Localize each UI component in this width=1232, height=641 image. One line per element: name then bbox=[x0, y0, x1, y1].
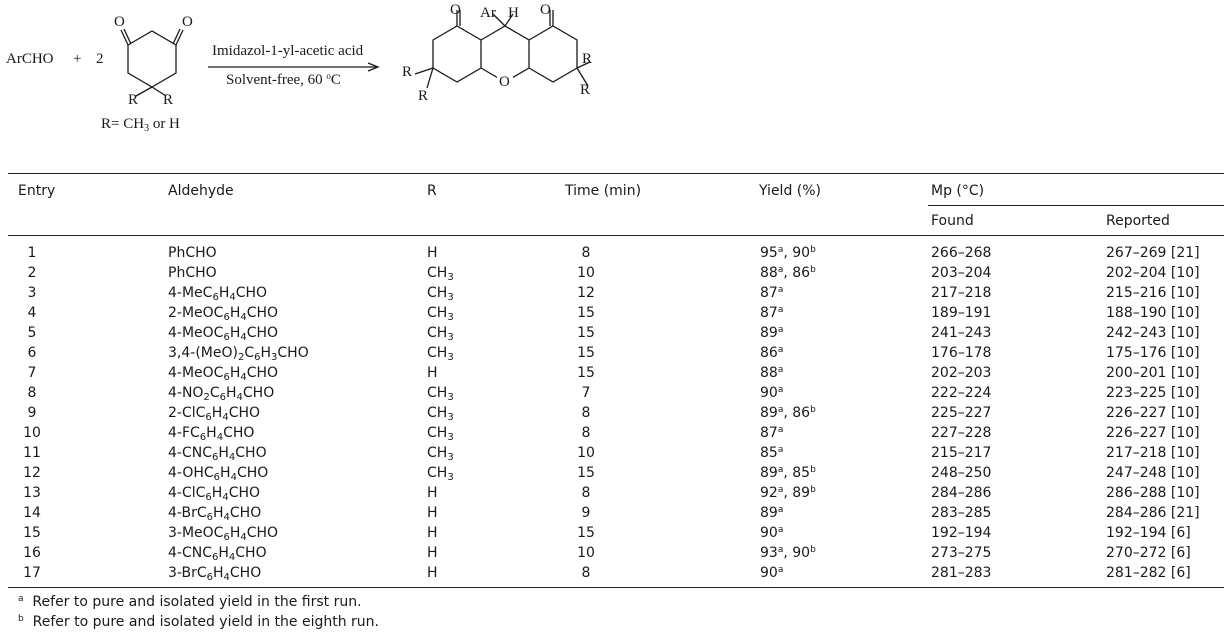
row-time: 15 bbox=[577, 325, 595, 341]
row-mp-found: 176–178 bbox=[931, 345, 992, 361]
row-mp-reported: 286–288 [10] bbox=[1106, 485, 1200, 501]
row-time: 7 bbox=[581, 385, 591, 401]
header-found: Found bbox=[931, 213, 974, 229]
row-mp-found: 222–224 bbox=[931, 385, 992, 401]
row-mp-reported: 267–269 [21] bbox=[1106, 245, 1200, 261]
row-aldehyde: $4-ClC_6H_4CHO$ bbox=[168, 485, 261, 503]
row-mp-reported: 242–243 [10] bbox=[1106, 325, 1200, 341]
row-r: $CH_3$ bbox=[427, 285, 454, 303]
row-aldehyde: $4-BrC_6H_4CHO$ bbox=[168, 505, 262, 523]
row-yield: 87$^a$ bbox=[760, 305, 784, 321]
row-time: 10 bbox=[577, 445, 595, 461]
row-aldehyde: $3-MeOC_6H_4CHO$ bbox=[168, 525, 279, 543]
row-time: 9 bbox=[581, 505, 591, 521]
product-r-left-upper: R bbox=[402, 64, 413, 80]
product-oxygen-right: O bbox=[540, 2, 551, 18]
row-aldehyde: $4-OHC_6H_4CHO$ bbox=[168, 465, 269, 483]
row-r: $CH_3$ bbox=[427, 265, 454, 283]
row-time: 10 bbox=[577, 545, 595, 561]
row-mp-reported: 192–194 [6] bbox=[1106, 525, 1191, 541]
reactant-aldehyde: ArCHO bbox=[6, 51, 54, 67]
row-mp-reported: 175–176 [10] bbox=[1106, 345, 1200, 361]
plus-sign: + bbox=[73, 51, 82, 67]
row-yield: 90$^a$ bbox=[760, 385, 784, 401]
row-mp-reported: 202–204 [10] bbox=[1106, 265, 1200, 281]
row-time: 15 bbox=[577, 365, 595, 381]
row-aldehyde: $4-MeOC_6H_4CHO$ bbox=[168, 365, 279, 383]
row-entry: 16 bbox=[23, 545, 41, 561]
header-entry: Entry bbox=[18, 183, 56, 199]
conditions-label: Solvent-free, 60 $^o$C bbox=[226, 71, 341, 88]
row-yield: 88$^a$ bbox=[760, 365, 784, 381]
row-yield: 89$^a$ bbox=[760, 505, 784, 521]
row-yield: 93$^a$, 90$^b$ bbox=[760, 545, 816, 561]
row-yield: 90$^a$ bbox=[760, 525, 784, 541]
dione-r-right: R bbox=[163, 92, 174, 108]
row-yield: 88$^a$, 86$^b$ bbox=[760, 265, 816, 281]
row-entry: 15 bbox=[23, 525, 41, 541]
row-yield: 87$^a$ bbox=[760, 285, 784, 301]
stoichiometric-coefficient: 2 bbox=[96, 51, 104, 67]
row-r: H bbox=[427, 545, 438, 561]
row-aldehyde: $4-CNC_6H_4CHO$ bbox=[168, 545, 267, 563]
mp-subheader-rule bbox=[928, 205, 1224, 206]
row-mp-reported: 247–248 [10] bbox=[1106, 465, 1200, 481]
dione-oxygen-left: O bbox=[114, 14, 125, 30]
row-yield: 95$^a$, 90$^b$ bbox=[760, 245, 816, 261]
row-entry: 8 bbox=[27, 385, 37, 401]
row-mp-found: 281–283 bbox=[931, 565, 992, 581]
row-entry: 9 bbox=[27, 405, 37, 421]
row-mp-found: 217–218 bbox=[931, 285, 992, 301]
header-reported: Reported bbox=[1106, 213, 1170, 229]
row-time: 8 bbox=[581, 565, 591, 581]
row-entry: 11 bbox=[23, 445, 41, 461]
row-time: 8 bbox=[581, 245, 591, 261]
row-mp-found: 284–286 bbox=[931, 485, 992, 501]
row-entry: 10 bbox=[23, 425, 41, 441]
row-aldehyde: $2-MeOC_6H_4CHO$ bbox=[168, 305, 279, 323]
row-r: H bbox=[427, 365, 438, 381]
header-bottom-rule bbox=[8, 235, 1224, 236]
row-mp-found: 215–217 bbox=[931, 445, 992, 461]
row-yield: 89$^a$ bbox=[760, 325, 784, 341]
row-aldehyde: $3,4-(MeO)_2C_6H_3CHO$ bbox=[168, 345, 309, 363]
row-mp-reported: 200–201 [10] bbox=[1106, 365, 1200, 381]
row-entry: 13 bbox=[23, 485, 41, 501]
row-time: 15 bbox=[577, 465, 595, 481]
row-mp-reported: 215–216 [10] bbox=[1106, 285, 1200, 301]
header-r: R bbox=[427, 183, 437, 199]
table-top-rule bbox=[8, 173, 1224, 174]
row-aldehyde: $2-ClC_6H_4CHO$ bbox=[168, 405, 261, 423]
row-time: 15 bbox=[577, 305, 595, 321]
row-mp-reported: 223–225 [10] bbox=[1106, 385, 1200, 401]
dione-r-left: R bbox=[128, 92, 139, 108]
reaction-scheme bbox=[0, 0, 1232, 160]
row-r: $CH_3$ bbox=[427, 445, 454, 463]
row-time: 15 bbox=[577, 345, 595, 361]
row-r: $CH_3$ bbox=[427, 405, 454, 423]
row-mp-found: 202–203 bbox=[931, 365, 992, 381]
row-mp-found: 192–194 bbox=[931, 525, 992, 541]
row-yield: 89$^a$, 85$^b$ bbox=[760, 465, 816, 481]
row-mp-reported: 188–190 [10] bbox=[1106, 305, 1200, 321]
row-time: 15 bbox=[577, 525, 595, 541]
row-time: 8 bbox=[581, 485, 591, 501]
product-h-label: H bbox=[508, 5, 519, 21]
r-definition: $R= CH_3$ or H bbox=[101, 116, 180, 134]
product-oxygen-left: O bbox=[450, 2, 461, 18]
row-mp-found: 283–285 bbox=[931, 505, 992, 521]
row-mp-found: 273–275 bbox=[931, 545, 992, 561]
row-aldehyde: $4-MeOC_6H_4CHO$ bbox=[168, 325, 279, 343]
header-mp: Mp (°C) bbox=[931, 183, 985, 199]
dione-ring-bonds bbox=[128, 31, 176, 87]
row-yield: 86$^a$ bbox=[760, 345, 784, 361]
row-r: H bbox=[427, 565, 438, 581]
row-mp-reported: 217–218 [10] bbox=[1106, 445, 1200, 461]
row-aldehyde: $3-BrC_6H_4CHO$ bbox=[168, 565, 262, 583]
row-mp-found: 203–204 bbox=[931, 265, 992, 281]
row-mp-found: 248–250 bbox=[931, 465, 992, 481]
row-r: H bbox=[427, 245, 438, 261]
row-r: $CH_3$ bbox=[427, 325, 454, 343]
row-mp-found: 241–243 bbox=[931, 325, 992, 341]
product-r-right-lower: R bbox=[580, 82, 591, 98]
row-r: H bbox=[427, 485, 438, 501]
row-entry: 2 bbox=[27, 265, 37, 281]
product-r-right-upper: R bbox=[582, 51, 593, 67]
row-yield: 89$^a$, 86$^b$ bbox=[760, 405, 816, 421]
row-r: H bbox=[427, 505, 438, 521]
row-mp-reported: 270–272 [6] bbox=[1106, 545, 1191, 561]
row-mp-found: 227–228 bbox=[931, 425, 992, 441]
product-ring-oxygen: O bbox=[499, 74, 510, 90]
row-yield: 92$^a$, 89$^b$ bbox=[760, 485, 816, 501]
row-aldehyde: $4-MeC_6H_4CHO$ bbox=[168, 285, 268, 303]
row-entry: 7 bbox=[27, 365, 37, 381]
row-aldehyde: $4-FC_6H_4CHO$ bbox=[168, 425, 255, 443]
row-r: $CH_3$ bbox=[427, 425, 454, 443]
row-aldehyde: $4-NO_2C_6H_4CHO$ bbox=[168, 385, 275, 403]
row-mp-found: 266–268 bbox=[931, 245, 992, 261]
row-mp-reported: 284–286 [21] bbox=[1106, 505, 1200, 521]
row-r: $CH_3$ bbox=[427, 345, 454, 363]
row-r: $CH_3$ bbox=[427, 305, 454, 323]
row-aldehyde: PhCHO bbox=[168, 245, 217, 261]
row-yield: 85$^a$ bbox=[760, 445, 784, 461]
row-entry: 5 bbox=[27, 325, 37, 341]
row-mp-reported: 281–282 [6] bbox=[1106, 565, 1191, 581]
row-mp-found: 225–227 bbox=[931, 405, 992, 421]
row-entry: 6 bbox=[27, 345, 37, 361]
row-entry: 14 bbox=[23, 505, 41, 521]
row-aldehyde: PhCHO bbox=[168, 265, 217, 281]
table-bottom-rule bbox=[8, 587, 1224, 588]
header-time: Time (min) bbox=[565, 183, 642, 199]
header-aldehyde: Aldehyde bbox=[168, 183, 234, 199]
row-time: 12 bbox=[577, 285, 595, 301]
product-left-ring-bonds bbox=[433, 26, 481, 82]
row-r: $CH_3$ bbox=[427, 385, 454, 403]
row-entry: 17 bbox=[23, 565, 41, 581]
row-entry: 4 bbox=[27, 305, 37, 321]
reagent-label: Imidazol-1-yl-acetic acid bbox=[212, 43, 364, 59]
row-aldehyde: $4-CNC_6H_4CHO$ bbox=[168, 445, 267, 463]
row-time: 10 bbox=[577, 265, 595, 281]
footnote-a: $^a$ Refer to pure and isolated yield in the first run. bbox=[18, 594, 362, 610]
row-time: 8 bbox=[581, 425, 591, 441]
row-yield: 87$^a$ bbox=[760, 425, 784, 441]
row-r: H bbox=[427, 525, 438, 541]
row-mp-reported: 226–227 [10] bbox=[1106, 425, 1200, 441]
row-time: 8 bbox=[581, 405, 591, 421]
product-r-left-lower: R bbox=[418, 88, 429, 104]
row-yield: 90$^a$ bbox=[760, 565, 784, 581]
row-r: $CH_3$ bbox=[427, 465, 454, 483]
row-mp-found: 189–191 bbox=[931, 305, 992, 321]
row-entry: 12 bbox=[23, 465, 41, 481]
header-yield: Yield (%) bbox=[759, 183, 822, 199]
dione-oxygen-right: O bbox=[182, 14, 193, 30]
product-ar-label: Ar bbox=[480, 5, 496, 21]
row-mp-reported: 226–227 [10] bbox=[1106, 405, 1200, 421]
footnote-b: $^b$ Refer to pure and isolated yield in the eighth run. bbox=[18, 614, 379, 630]
row-entry: 3 bbox=[27, 285, 37, 301]
row-entry: 1 bbox=[27, 245, 37, 261]
